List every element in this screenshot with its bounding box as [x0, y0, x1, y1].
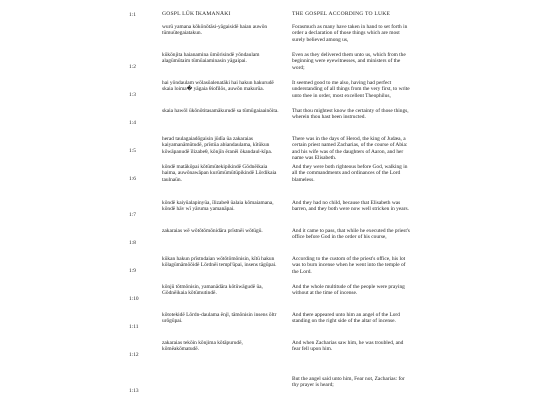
- verse-text-source: wurū yamana kōkōnōtāsi-yāgaisidē haian auwōn tūmuūtegaiatakun.: [162, 24, 268, 37]
- verse-text-english: And they had no child, because that Elisabeth was barren, and they both were now well stricken in years.: [292, 200, 409, 213]
- verse-text-source: kōndē matākōpai kōtūmūtekipikindē Gōdnēikaia haima, auwōnawāpan kurūmūmūtūpikindē Lōrdikaia taulnaūn.: [162, 164, 277, 183]
- verse-number: 1:11: [129, 324, 139, 330]
- page-header: [0, 11, 540, 19]
- verse-text-english: And when Zacharias saw him, he was troubled, and fear fell upon him.: [292, 340, 404, 353]
- verse-text-english: There was in the days of Herod, the king of Judæa, a certain priest named Zacharias, of the course of Abia: and his wife was of the daughters of Aaron, and her name was Elisabeth.: [292, 136, 408, 162]
- verse-text-english: And there appeared unto him an angel of the Lord standing on the right side of the altar of incense.: [292, 312, 400, 325]
- verse-number: 1:9: [129, 268, 136, 274]
- verse-text-english: And the whole multitude of the people were praying without at the time of incense.: [292, 284, 405, 297]
- header-left-title: GOSPL LŪK ĪKAMANĀKI: [162, 11, 231, 17]
- verse-text-source: zakaraias tekōin kōnjima kōtāpurudē, kōmēakōmatudē.: [162, 340, 243, 353]
- verse-text-english: Even as they delivered them unto us, which from the beginning were eyewitnesses, and ministers of the word;: [292, 52, 406, 71]
- verse-number: 1:2: [129, 64, 136, 70]
- verse-number: 1:12: [129, 352, 139, 358]
- verse-text-source: herad taulagaiadōgaisin jūdīa ūa zakaraias kaiyamanāmūtudē, prīstūa abiandaulama, kītūkun kōwāpanudē īlizabeθ, kōnjīn ēranēi ōkandaul-kīpa.: [162, 136, 273, 155]
- verse-text-source: hai yōndaulam wōlasōalenatāki hai hakun hakurudē skaia loima� yāgaia θiofilōs, auwōn makurūa.: [162, 80, 274, 93]
- verse-text-english: Forasmuch as many have taken in hand to set forth in order a declaration of those things which are most surely believed among us,: [292, 24, 408, 43]
- verse-number: 1:13: [129, 388, 139, 394]
- verse-text-english: That thou mightest know the certainty of those things, wherein thou hast been instructed.: [292, 108, 409, 121]
- verse-number: 1:5: [129, 148, 136, 154]
- verse-text-source: kōtotekidē Lōrdn-daulama ēnjl, tāmōnisin insens ōltr urōgūpai.: [162, 312, 277, 325]
- verse-number: 1:8: [129, 240, 136, 246]
- verse-number: 1:1: [129, 12, 136, 18]
- verse-text-english: But the angel said unto him, Fear not, Zacharias: for thy prayer is heard;: [292, 376, 405, 389]
- verse-number: 1:10: [129, 296, 139, 302]
- verse-text-source: kūkan hakun prīstndaian wōtōtōmōnisin, kītū hakun kōlagūmāmōōidē Lōrdnēi templ'ūpai, insens tāgūpai.: [162, 256, 277, 269]
- verse-text-source: kōnjū tōtmōnisin, yamanādāra kōtūwāgudē ūa, Gōdnēikaia kōtūmutindē.: [162, 284, 263, 297]
- verse-text-source: zakaraias wē wōtōtōmōnidāra prīstnēi wōtūgū.: [162, 228, 263, 234]
- verse-number: 1:3: [129, 92, 136, 98]
- header-right-title: THE GOSPEL ACCORDING TO LUKE: [292, 11, 391, 17]
- verse-text-source: kōndē kaiyūalapinyūa, īlizabeθ ūalaia kōmaiamana, kōndē hāv wī yāruma yamanāpai.: [162, 200, 274, 213]
- verse-number: 1:7: [129, 212, 136, 218]
- verse-text-source: kūkōnjita haianamina ūmōrisindē yōndaulam alagūmūtaim tūmūaiaminasin yāgaipai.: [162, 52, 260, 65]
- verse-text-english: It seemed good to me also, having had perfect understanding of all things from the very first, to write unto thee in order, most excellent Theophilus,: [292, 80, 410, 99]
- verse-text-english: And they were both righteous before God, walking in all the commandments and ordinances of the Lord blameless.: [292, 164, 408, 183]
- verse-number: 1:6: [129, 176, 136, 182]
- verse-number: 1:4: [129, 120, 136, 126]
- verse-text-source: skaia hawōl ūkōnōtitasamākurudē sa tūmūgaiaainōita.: [162, 108, 279, 114]
- verse-text-english: And it came to pass, that while he executed the priest's office before God in the order of his course,: [292, 228, 410, 241]
- verse-text-english: According to the custom of the priest's office, his lot was to burn incense when he went into the temple of the Lord.: [292, 256, 406, 275]
